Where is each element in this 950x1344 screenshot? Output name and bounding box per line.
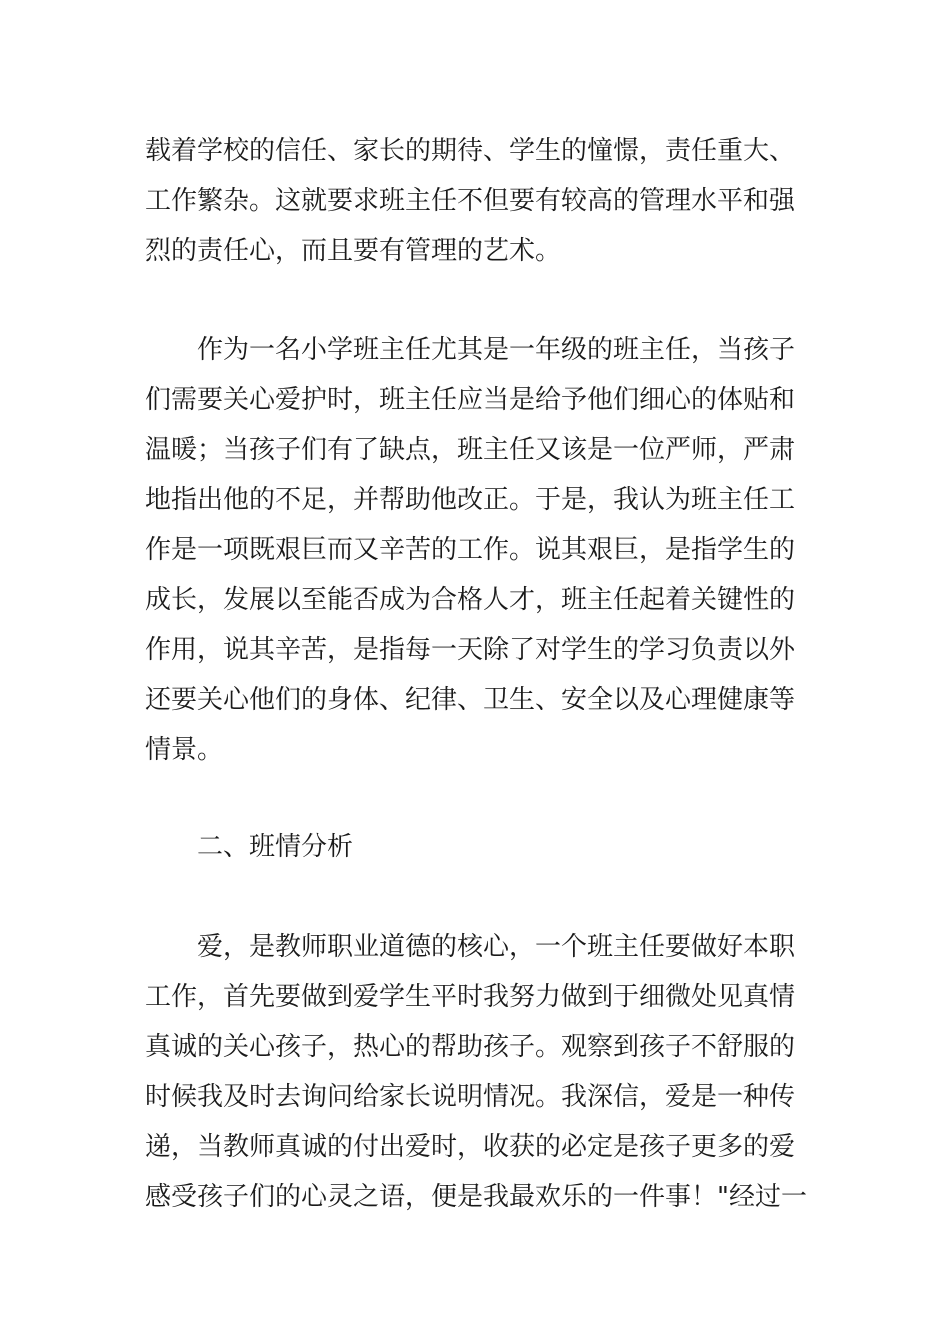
text-line: 爱，是教师职业道德的核心，一个班主任要做好本职 [197,932,796,962]
paragraph-3 [145,922,810,1222]
text-line: 载着学校的信任、家长的期待、学生的憧憬，责任重大、 [145,136,796,166]
text-line: 作为一名小学班主任尤其是一年级的班主任，当孩子 [197,335,796,365]
text-line: 工作繁杂。这就要求班主任不但要有较高的管理水平和强 [145,186,796,216]
text-line: 真诚的关心孩子，热心的帮助孩子。观察到孩子不舒服的 [145,1032,796,1062]
text-line: 作是一项既艰巨而又辛苦的工作。说其艰巨，是指学生的 [145,535,796,565]
text-line: 温暖；当孩子们有了缺点，班主任又该是一位严师，严肃 [145,435,796,465]
text-line: 成长，发展以至能否成为合格人才，班主任起着关键性的 [145,585,796,615]
text-line: 作用，说其辛苦，是指每一天除了对学生的学习负责以外 [145,635,796,665]
paragraph-2 [145,325,810,775]
text-line: 时候我及时去询问给家长说明情况。我深信，爱是一种传 [145,1082,796,1112]
text-line: 递，当教师真诚的付出爱时，收获的必定是孩子更多的爱 [145,1132,796,1162]
paragraph-1 [145,126,810,276]
section-heading [145,822,810,872]
text-line: 还要关心他们的身体、纪律、卫生、安全以及心理健康等 [145,685,796,715]
heading-text: 二、班情分析 [197,832,354,862]
text-line: 工作，首先要做到爱学生平时我努力做到于细微处见真情 [145,982,796,1012]
text-line: 感受孩子们的心灵之语，便是我最欢乐的一件事！"经过一 [145,1182,807,1212]
text-line: 地指出他的不足，并帮助他改正。于是，我认为班主任工 [145,485,796,515]
text-line: 烈的责任心，而且要有管理的艺术。 [145,236,562,266]
text-line: 们需要关心爱护时，班主任应当是给予他们细心的体贴和 [145,385,796,415]
text-line: 情景。 [145,735,224,765]
